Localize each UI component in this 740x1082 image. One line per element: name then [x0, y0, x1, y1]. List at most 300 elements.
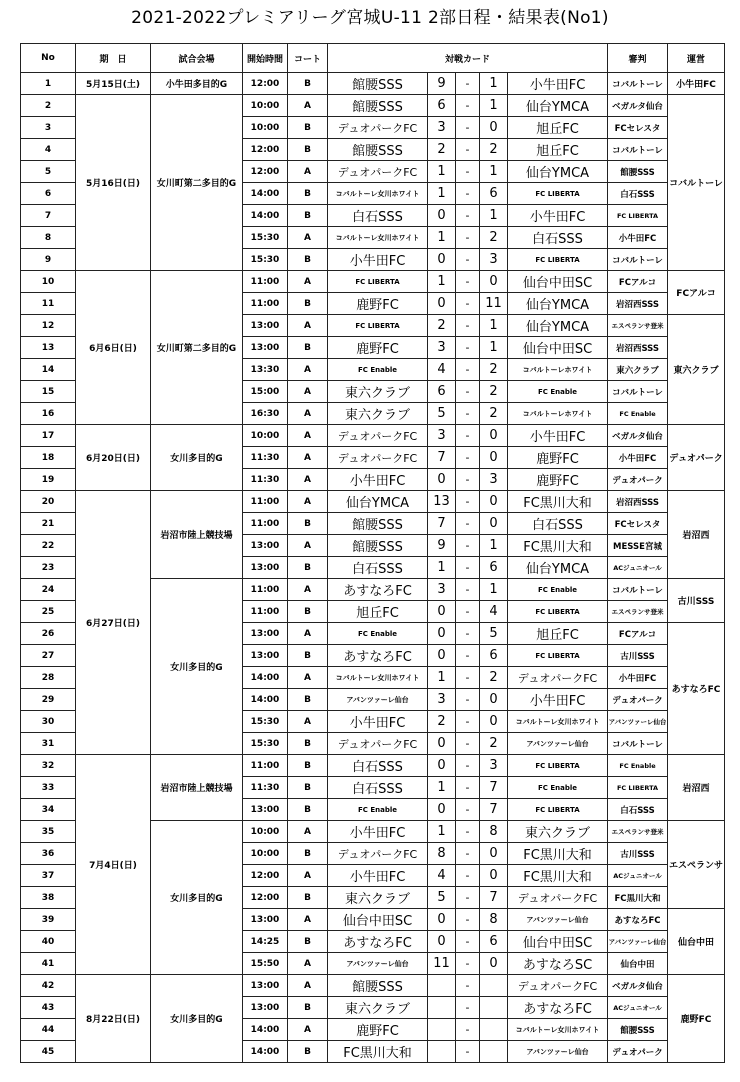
home-team: 小牛田FC	[328, 249, 428, 271]
start-time: 11:30	[243, 777, 288, 799]
home-team: コバルトーレ女川ホワイト	[328, 227, 428, 249]
home-score: 11	[428, 953, 456, 975]
referee: 岩沼西SSS	[608, 337, 668, 359]
referee: デュオパーク	[608, 469, 668, 491]
home-score: 0	[428, 645, 456, 667]
match-venue: 岩沼市陸上競技場	[151, 755, 243, 821]
court: A	[288, 579, 328, 601]
score-separator: -	[456, 183, 480, 205]
score-separator: -	[456, 843, 480, 865]
match-no: 2	[21, 95, 76, 117]
home-team: デュオパークFC	[328, 843, 428, 865]
score-separator: -	[456, 425, 480, 447]
score-separator: -	[456, 931, 480, 953]
referee: エスペランサ登米	[608, 601, 668, 623]
start-time: 11:00	[243, 293, 288, 315]
start-time: 11:30	[243, 447, 288, 469]
referee: 岩沼西SSS	[608, 491, 668, 513]
away-score: 1	[480, 315, 508, 337]
home-score: 3	[428, 117, 456, 139]
operator: 古川SSS	[668, 579, 725, 623]
court: B	[288, 645, 328, 667]
home-score: 7	[428, 447, 456, 469]
home-team: 小牛田FC	[328, 711, 428, 733]
start-time: 12:00	[243, 139, 288, 161]
match-venue: 女川町第二多目的G	[151, 95, 243, 271]
score-separator: -	[456, 381, 480, 403]
away-team: アバンツァーレ仙台	[508, 1041, 608, 1063]
match-no: 10	[21, 271, 76, 293]
match-no: 9	[21, 249, 76, 271]
match-no: 13	[21, 337, 76, 359]
home-team: デュオパークFC	[328, 161, 428, 183]
match-venue: 女川多目的G	[151, 975, 243, 1063]
score-separator: -	[456, 315, 480, 337]
away-score: 0	[480, 513, 508, 535]
away-score: 6	[480, 931, 508, 953]
referee: アバンツァーレ仙台	[608, 931, 668, 953]
home-score: 4	[428, 359, 456, 381]
match-no: 21	[21, 513, 76, 535]
home-team: 仙台中田SC	[328, 909, 428, 931]
home-team: 館腰SSS	[328, 139, 428, 161]
away-score: 4	[480, 601, 508, 623]
court: A	[288, 425, 328, 447]
away-score: 6	[480, 645, 508, 667]
court: B	[288, 601, 328, 623]
court: B	[288, 1041, 328, 1063]
home-score: 2	[428, 315, 456, 337]
away-score: 0	[480, 689, 508, 711]
score-separator: -	[456, 337, 480, 359]
court: A	[288, 271, 328, 293]
start-time: 14:25	[243, 931, 288, 953]
score-separator: -	[456, 1019, 480, 1041]
score-separator: -	[456, 403, 480, 425]
away-team: 小牛田FC	[508, 425, 608, 447]
referee: MESSE宮城	[608, 535, 668, 557]
away-team: コバルトーレ女川ホワイト	[508, 1019, 608, 1041]
score-separator: -	[456, 491, 480, 513]
start-time: 13:00	[243, 645, 288, 667]
start-time: 15:30	[243, 227, 288, 249]
away-team: あすなろFC	[508, 997, 608, 1019]
score-separator: -	[456, 909, 480, 931]
home-team: 小牛田FC	[328, 821, 428, 843]
table-row	[21, 271, 725, 293]
start-time: 14:00	[243, 1041, 288, 1063]
home-team: FC黒川大和	[328, 1041, 428, 1063]
away-score: 3	[480, 469, 508, 491]
score-separator: -	[456, 205, 480, 227]
referee: FCアルコ	[608, 271, 668, 293]
match-no: 39	[21, 909, 76, 931]
home-score: 1	[428, 667, 456, 689]
away-team: FC黒川大和	[508, 865, 608, 887]
home-team: 鹿野FC	[328, 1019, 428, 1041]
away-team: 旭丘FC	[508, 117, 608, 139]
away-team: FC Enable	[508, 777, 608, 799]
away-team: FC LIBERTA	[508, 755, 608, 777]
referee: FC Enable	[608, 755, 668, 777]
schedule-table	[20, 43, 725, 1063]
start-time: 13:30	[243, 359, 288, 381]
referee: デュオパーク	[608, 689, 668, 711]
match-no: 33	[21, 777, 76, 799]
away-team: 白石SSS	[508, 227, 608, 249]
start-time: 15:50	[243, 953, 288, 975]
home-team: コバルトーレ女川ホワイト	[328, 667, 428, 689]
away-team: 仙台YMCA	[508, 315, 608, 337]
away-team: 仙台中田SC	[508, 337, 608, 359]
home-score: 1	[428, 227, 456, 249]
home-score: 6	[428, 95, 456, 117]
away-score: 7	[480, 777, 508, 799]
court: A	[288, 865, 328, 887]
start-time: 15:30	[243, 711, 288, 733]
referee: 仙台中田	[608, 953, 668, 975]
referee: コバルトーレ	[608, 381, 668, 403]
court: A	[288, 821, 328, 843]
start-time: 13:00	[243, 997, 288, 1019]
home-team: デュオパークFC	[328, 733, 428, 755]
score-separator: -	[456, 953, 480, 975]
match-venue: 女川多目的G	[151, 579, 243, 755]
match-venue: 女川多目的G	[151, 821, 243, 975]
home-team: 館腰SSS	[328, 95, 428, 117]
referee: 館腰SSS	[608, 1019, 668, 1041]
match-no: 22	[21, 535, 76, 557]
court: A	[288, 469, 328, 491]
court: B	[288, 733, 328, 755]
start-time: 14:00	[243, 689, 288, 711]
home-team: 館腰SSS	[328, 975, 428, 997]
home-team: デュオパークFC	[328, 447, 428, 469]
score-separator: -	[456, 733, 480, 755]
score-separator: -	[456, 667, 480, 689]
away-team: 旭丘FC	[508, 623, 608, 645]
home-score: 1	[428, 821, 456, 843]
home-team: FC LIBERTA	[328, 315, 428, 337]
home-score	[428, 1041, 456, 1063]
referee: ACジュニオール	[608, 557, 668, 579]
start-time: 16:30	[243, 403, 288, 425]
court: B	[288, 557, 328, 579]
score-separator: -	[456, 601, 480, 623]
match-venue: 女川多目的G	[151, 425, 243, 491]
header-match: 対戦カード	[328, 44, 608, 73]
referee: FC LIBERTA	[608, 777, 668, 799]
away-score: 3	[480, 755, 508, 777]
away-score: 8	[480, 821, 508, 843]
header-date: 期 日	[76, 44, 151, 73]
score-separator: -	[456, 447, 480, 469]
court: A	[288, 381, 328, 403]
start-time: 15:00	[243, 381, 288, 403]
score-separator: -	[456, 645, 480, 667]
away-team: 東六クラブ	[508, 821, 608, 843]
score-separator: -	[456, 799, 480, 821]
home-score: 0	[428, 623, 456, 645]
home-team: 東六クラブ	[328, 997, 428, 1019]
away-score: 2	[480, 381, 508, 403]
home-team: アバンツァーレ仙台	[328, 953, 428, 975]
match-no: 42	[21, 975, 76, 997]
away-team: 旭丘FC	[508, 139, 608, 161]
match-no: 19	[21, 469, 76, 491]
header-time: 開始時間	[243, 44, 288, 73]
home-score: 5	[428, 403, 456, 425]
away-team: アバンツァーレ仙台	[508, 909, 608, 931]
start-time: 12:00	[243, 161, 288, 183]
match-date: 5月15日(土)	[76, 73, 151, 95]
start-time: 11:00	[243, 755, 288, 777]
operator: あすなろFC	[668, 623, 725, 755]
court: A	[288, 623, 328, 645]
operator: 東六クラブ	[668, 315, 725, 425]
home-score: 1	[428, 557, 456, 579]
court: B	[288, 689, 328, 711]
referee: 古川SSS	[608, 645, 668, 667]
match-no: 3	[21, 117, 76, 139]
away-score: 2	[480, 667, 508, 689]
away-team: コバルトーレホワイト	[508, 359, 608, 381]
court: A	[288, 227, 328, 249]
start-time: 11:00	[243, 513, 288, 535]
match-no: 43	[21, 997, 76, 1019]
away-team: 仙台YMCA	[508, 95, 608, 117]
referee: ACジュニオール	[608, 865, 668, 887]
score-separator: -	[456, 1041, 480, 1063]
home-team: 東六クラブ	[328, 381, 428, 403]
start-time: 10:00	[243, 821, 288, 843]
home-score: 1	[428, 777, 456, 799]
home-team: 小牛田FC	[328, 469, 428, 491]
referee: FC Enable	[608, 403, 668, 425]
away-score	[480, 1041, 508, 1063]
match-no: 37	[21, 865, 76, 887]
start-time: 11:30	[243, 469, 288, 491]
away-score: 1	[480, 337, 508, 359]
home-score: 0	[428, 205, 456, 227]
home-score: 0	[428, 601, 456, 623]
away-score: 6	[480, 183, 508, 205]
referee: 東六クラブ	[608, 359, 668, 381]
match-no: 26	[21, 623, 76, 645]
away-score: 0	[480, 117, 508, 139]
home-score: 0	[428, 469, 456, 491]
header-row	[21, 44, 725, 73]
away-score: 1	[480, 535, 508, 557]
start-time: 12:00	[243, 865, 288, 887]
start-time: 10:00	[243, 117, 288, 139]
home-team: 館腰SSS	[328, 73, 428, 95]
referee: 白石SSS	[608, 183, 668, 205]
home-team: 小牛田FC	[328, 865, 428, 887]
match-no: 16	[21, 403, 76, 425]
start-time: 11:00	[243, 491, 288, 513]
table-row	[21, 755, 725, 777]
home-score: 9	[428, 535, 456, 557]
away-team: デュオパークFC	[508, 667, 608, 689]
court: A	[288, 447, 328, 469]
match-no: 8	[21, 227, 76, 249]
score-separator: -	[456, 513, 480, 535]
match-no: 11	[21, 293, 76, 315]
score-separator: -	[456, 689, 480, 711]
court: A	[288, 95, 328, 117]
away-score: 1	[480, 579, 508, 601]
court: A	[288, 909, 328, 931]
court: B	[288, 293, 328, 315]
referee: 小牛田FC	[608, 447, 668, 469]
start-time: 14:00	[243, 205, 288, 227]
header-referee: 審判	[608, 44, 668, 73]
score-separator: -	[456, 711, 480, 733]
start-time: 13:00	[243, 535, 288, 557]
match-date: 6月6日(日)	[76, 271, 151, 425]
court: A	[288, 359, 328, 381]
away-score: 1	[480, 95, 508, 117]
score-separator: -	[456, 777, 480, 799]
home-score: 2	[428, 711, 456, 733]
home-score: 7	[428, 513, 456, 535]
home-team: 鹿野FC	[328, 337, 428, 359]
court: B	[288, 799, 328, 821]
match-no: 7	[21, 205, 76, 227]
home-team: 旭丘FC	[328, 601, 428, 623]
away-team: 仙台YMCA	[508, 557, 608, 579]
start-time: 14:00	[243, 183, 288, 205]
match-no: 34	[21, 799, 76, 821]
referee: ベガルタ仙台	[608, 975, 668, 997]
home-team: 館腰SSS	[328, 513, 428, 535]
away-team: FC黒川大和	[508, 491, 608, 513]
referee: デュオパーク	[608, 1041, 668, 1063]
home-team: FC Enable	[328, 799, 428, 821]
start-time: 10:00	[243, 95, 288, 117]
home-team: 白石SSS	[328, 205, 428, 227]
header-venue: 試合会場	[151, 44, 243, 73]
home-team: FC Enable	[328, 623, 428, 645]
score-separator: -	[456, 139, 480, 161]
home-score: 5	[428, 887, 456, 909]
court: B	[288, 755, 328, 777]
match-no: 17	[21, 425, 76, 447]
match-no: 41	[21, 953, 76, 975]
court: A	[288, 403, 328, 425]
score-separator: -	[456, 359, 480, 381]
home-team: 仙台YMCA	[328, 491, 428, 513]
home-team: デュオパークFC	[328, 117, 428, 139]
court: A	[288, 161, 328, 183]
away-team: 小牛田FC	[508, 689, 608, 711]
referee: コバルトーレ	[608, 733, 668, 755]
table-row	[21, 491, 725, 513]
match-no: 44	[21, 1019, 76, 1041]
match-no: 5	[21, 161, 76, 183]
operator: コバルトーレ	[668, 95, 725, 271]
home-score: 9	[428, 73, 456, 95]
court: A	[288, 953, 328, 975]
home-team: 鹿野FC	[328, 293, 428, 315]
score-separator: -	[456, 73, 480, 95]
home-score: 0	[428, 909, 456, 931]
home-score: 0	[428, 293, 456, 315]
score-separator: -	[456, 469, 480, 491]
table-row	[21, 425, 725, 447]
home-team: FC LIBERTA	[328, 271, 428, 293]
home-score: 3	[428, 689, 456, 711]
away-score	[480, 997, 508, 1019]
away-score: 0	[480, 425, 508, 447]
operator: 岩沼西	[668, 491, 725, 579]
score-separator: -	[456, 579, 480, 601]
referee: ACジュニオール	[608, 997, 668, 1019]
page-title: 2021-2022プレミアリーグ宮城U-11 2部日程・結果表(No1)	[131, 8, 609, 28]
home-score: 0	[428, 931, 456, 953]
match-date: 6月27日(日)	[76, 491, 151, 755]
table-row	[21, 95, 725, 117]
away-team: 小牛田FC	[508, 205, 608, 227]
away-team: FC LIBERTA	[508, 645, 608, 667]
away-team: デュオパークFC	[508, 975, 608, 997]
court: B	[288, 887, 328, 909]
home-score: 3	[428, 425, 456, 447]
away-score	[480, 975, 508, 997]
home-score: 1	[428, 271, 456, 293]
match-no: 29	[21, 689, 76, 711]
score-separator: -	[456, 755, 480, 777]
match-no: 31	[21, 733, 76, 755]
away-score: 6	[480, 557, 508, 579]
referee: コバルトーレ	[608, 579, 668, 601]
home-team: あすなろFC	[328, 579, 428, 601]
away-team: 仙台中田SC	[508, 931, 608, 953]
score-separator: -	[456, 249, 480, 271]
home-team: FC Enable	[328, 359, 428, 381]
start-time: 14:00	[243, 667, 288, 689]
score-separator: -	[456, 997, 480, 1019]
match-venue: 女川町第二多目的G	[151, 271, 243, 425]
match-no: 24	[21, 579, 76, 601]
start-time: 14:00	[243, 1019, 288, 1041]
start-time: 13:00	[243, 557, 288, 579]
home-score: 0	[428, 755, 456, 777]
match-no: 25	[21, 601, 76, 623]
away-team: FC LIBERTA	[508, 601, 608, 623]
home-score: 2	[428, 139, 456, 161]
operator: FCアルコ	[668, 271, 725, 315]
match-no: 30	[21, 711, 76, 733]
start-time: 11:00	[243, 601, 288, 623]
away-score: 3	[480, 249, 508, 271]
referee: FCセレスタ	[608, 117, 668, 139]
court: A	[288, 491, 328, 513]
home-score	[428, 997, 456, 1019]
start-time: 11:00	[243, 579, 288, 601]
match-no: 27	[21, 645, 76, 667]
home-team: 白石SSS	[328, 777, 428, 799]
score-separator: -	[456, 271, 480, 293]
referee: 館腰SSS	[608, 161, 668, 183]
match-date: 5月16日(日)	[76, 95, 151, 271]
home-score	[428, 1019, 456, 1041]
away-team: デュオパークFC	[508, 887, 608, 909]
match-no: 28	[21, 667, 76, 689]
referee: エスペランサ登米	[608, 315, 668, 337]
away-team: 仙台YMCA	[508, 293, 608, 315]
